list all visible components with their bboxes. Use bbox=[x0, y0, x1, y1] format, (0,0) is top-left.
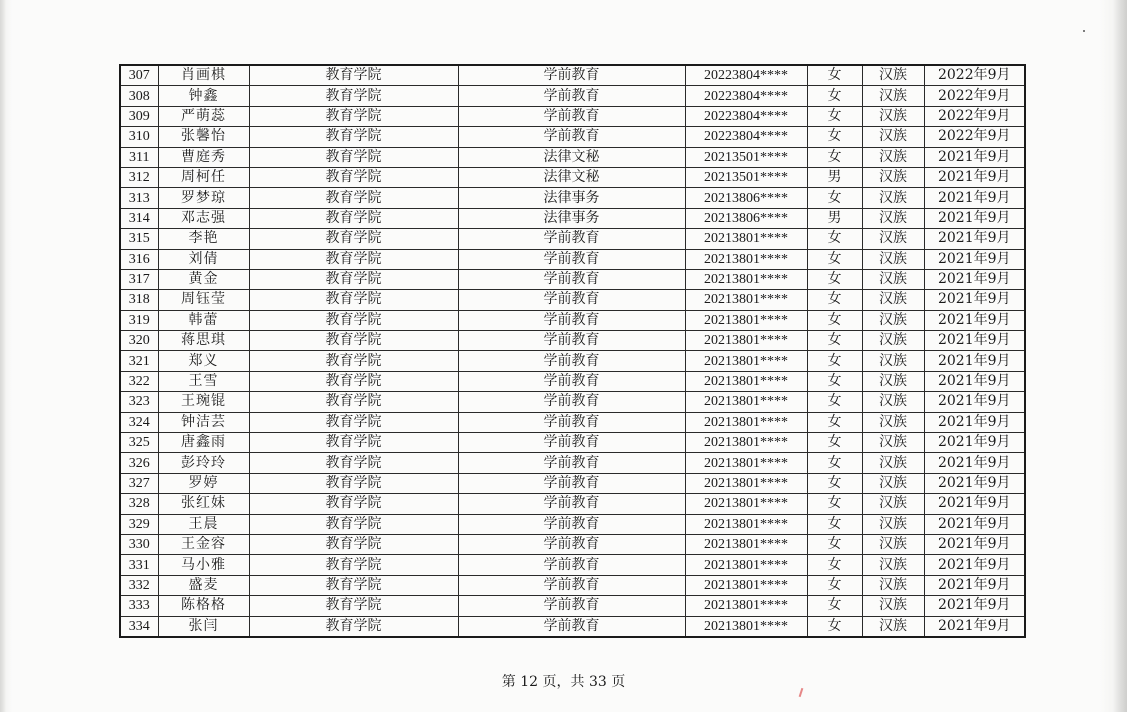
student-id-cell: 20213801**** bbox=[685, 453, 807, 473]
scan-edge-right bbox=[1113, 0, 1127, 712]
college-cell: 教育学院 bbox=[249, 575, 458, 595]
college-cell: 教育学院 bbox=[249, 249, 458, 269]
student-id-cell: 20213801**** bbox=[685, 249, 807, 269]
row-number-cell: 310 bbox=[120, 127, 158, 147]
student-id-cell: 20213501**** bbox=[685, 147, 807, 167]
row-number-cell: 329 bbox=[120, 514, 158, 534]
row-number-cell: 325 bbox=[120, 433, 158, 453]
major-cell: 学前教育 bbox=[458, 127, 685, 147]
row-number-cell: 333 bbox=[120, 596, 158, 616]
enrollment-date-cell: 2022年9月 bbox=[924, 106, 1025, 126]
gender-cell: 女 bbox=[807, 514, 862, 534]
college-cell: 教育学院 bbox=[249, 473, 458, 493]
ethnicity-cell: 汉族 bbox=[862, 249, 924, 269]
student-id-cell: 20213501**** bbox=[685, 167, 807, 187]
ethnicity-cell: 汉族 bbox=[862, 147, 924, 167]
major-cell: 法律文秘 bbox=[458, 167, 685, 187]
table-row bbox=[120, 453, 1025, 473]
table-row bbox=[120, 616, 1025, 637]
ethnicity-cell: 汉族 bbox=[862, 127, 924, 147]
student-name-cell: 陈格格 bbox=[158, 596, 249, 616]
student-name-cell: 张闫 bbox=[158, 616, 249, 637]
student-name-cell: 钟鑫 bbox=[158, 86, 249, 106]
row-number-cell: 327 bbox=[120, 473, 158, 493]
college-cell: 教育学院 bbox=[249, 269, 458, 289]
table-row bbox=[120, 65, 1025, 86]
college-cell: 教育学院 bbox=[249, 331, 458, 351]
ethnicity-cell: 汉族 bbox=[862, 229, 924, 249]
student-id-cell: 20213801**** bbox=[685, 494, 807, 514]
enrollment-date-cell: 2021年9月 bbox=[924, 249, 1025, 269]
gender-cell: 女 bbox=[807, 229, 862, 249]
enrollment-date-cell: 2021年9月 bbox=[924, 371, 1025, 391]
student-name-cell: 罗梦琼 bbox=[158, 188, 249, 208]
table-row bbox=[120, 371, 1025, 391]
college-cell: 教育学院 bbox=[249, 412, 458, 432]
row-number-cell: 313 bbox=[120, 188, 158, 208]
gender-cell: 女 bbox=[807, 392, 862, 412]
enrollment-date-cell: 2021年9月 bbox=[924, 616, 1025, 637]
gender-cell: 女 bbox=[807, 433, 862, 453]
college-cell: 教育学院 bbox=[249, 534, 458, 554]
roster-body bbox=[120, 65, 1025, 637]
student-id-cell: 20223804**** bbox=[685, 127, 807, 147]
major-cell: 学前教育 bbox=[458, 331, 685, 351]
student-name-cell: 邓志强 bbox=[158, 208, 249, 228]
enrollment-date-cell: 2021年9月 bbox=[924, 290, 1025, 310]
ethnicity-cell: 汉族 bbox=[862, 433, 924, 453]
ethnicity-cell: 汉族 bbox=[862, 269, 924, 289]
enrollment-date-cell: 2021年9月 bbox=[924, 514, 1025, 534]
ethnicity-cell: 汉族 bbox=[862, 290, 924, 310]
major-cell: 学前教育 bbox=[458, 575, 685, 595]
major-cell: 学前教育 bbox=[458, 494, 685, 514]
table-row bbox=[120, 331, 1025, 351]
gender-cell: 女 bbox=[807, 575, 862, 595]
scan-edge-left bbox=[0, 0, 6, 712]
ethnicity-cell: 汉族 bbox=[862, 392, 924, 412]
major-cell: 学前教育 bbox=[458, 514, 685, 534]
ethnicity-cell: 汉族 bbox=[862, 167, 924, 187]
gender-cell: 女 bbox=[807, 371, 862, 391]
college-cell: 教育学院 bbox=[249, 371, 458, 391]
row-number-cell: 314 bbox=[120, 208, 158, 228]
major-cell: 学前教育 bbox=[458, 269, 685, 289]
student-id-cell: 20213801**** bbox=[685, 575, 807, 595]
ethnicity-cell: 汉族 bbox=[862, 534, 924, 554]
student-id-cell: 20213801**** bbox=[685, 433, 807, 453]
gender-cell: 女 bbox=[807, 412, 862, 432]
ethnicity-cell: 汉族 bbox=[862, 310, 924, 330]
gender-cell: 女 bbox=[807, 65, 862, 86]
student-name-cell: 盛麦 bbox=[158, 575, 249, 595]
gender-cell: 男 bbox=[807, 167, 862, 187]
enrollment-date-cell: 2021年9月 bbox=[924, 208, 1025, 228]
ethnicity-cell: 汉族 bbox=[862, 86, 924, 106]
enrollment-date-cell: 2021年9月 bbox=[924, 575, 1025, 595]
table-row bbox=[120, 534, 1025, 554]
table-row bbox=[120, 167, 1025, 187]
ethnicity-cell: 汉族 bbox=[862, 208, 924, 228]
student-id-cell: 20223804**** bbox=[685, 65, 807, 86]
table-row bbox=[120, 514, 1025, 534]
ethnicity-cell: 汉族 bbox=[862, 555, 924, 575]
major-cell: 学前教育 bbox=[458, 351, 685, 371]
student-name-cell: 李艳 bbox=[158, 229, 249, 249]
row-number-cell: 311 bbox=[120, 147, 158, 167]
table-row bbox=[120, 575, 1025, 595]
college-cell: 教育学院 bbox=[249, 106, 458, 126]
gender-cell: 女 bbox=[807, 188, 862, 208]
gender-cell: 男 bbox=[807, 208, 862, 228]
table-row bbox=[120, 433, 1025, 453]
row-number-cell: 317 bbox=[120, 269, 158, 289]
student-name-cell: 周柯任 bbox=[158, 167, 249, 187]
table-row bbox=[120, 351, 1025, 371]
major-cell: 学前教育 bbox=[458, 249, 685, 269]
row-number-cell: 328 bbox=[120, 494, 158, 514]
table-row bbox=[120, 249, 1025, 269]
college-cell: 教育学院 bbox=[249, 453, 458, 473]
student-id-cell: 20213801**** bbox=[685, 514, 807, 534]
enrollment-date-cell: 2021年9月 bbox=[924, 555, 1025, 575]
enrollment-date-cell: 2022年9月 bbox=[924, 65, 1025, 86]
enrollment-date-cell: 2021年9月 bbox=[924, 229, 1025, 249]
table-row bbox=[120, 147, 1025, 167]
student-id-cell: 20213806**** bbox=[685, 208, 807, 228]
student-id-cell: 20213801**** bbox=[685, 534, 807, 554]
ethnicity-cell: 汉族 bbox=[862, 575, 924, 595]
college-cell: 教育学院 bbox=[249, 514, 458, 534]
gender-cell: 女 bbox=[807, 310, 862, 330]
gender-cell: 女 bbox=[807, 616, 862, 637]
student-roster-table bbox=[119, 64, 1026, 638]
table-row bbox=[120, 310, 1025, 330]
student-name-cell: 唐鑫雨 bbox=[158, 433, 249, 453]
student-id-cell: 20213801**** bbox=[685, 351, 807, 371]
enrollment-date-cell: 2021年9月 bbox=[924, 351, 1025, 371]
major-cell: 学前教育 bbox=[458, 433, 685, 453]
student-name-cell: 张红妹 bbox=[158, 494, 249, 514]
row-number-cell: 307 bbox=[120, 65, 158, 86]
major-cell: 学前教育 bbox=[458, 555, 685, 575]
student-name-cell: 王晨 bbox=[158, 514, 249, 534]
enrollment-date-cell: 2021年9月 bbox=[924, 392, 1025, 412]
college-cell: 教育学院 bbox=[249, 555, 458, 575]
college-cell: 教育学院 bbox=[249, 65, 458, 86]
student-id-cell: 20223804**** bbox=[685, 86, 807, 106]
college-cell: 教育学院 bbox=[249, 127, 458, 147]
major-cell: 学前教育 bbox=[458, 310, 685, 330]
table-row bbox=[120, 208, 1025, 228]
enrollment-date-cell: 2021年9月 bbox=[924, 412, 1025, 432]
student-id-cell: 20213801**** bbox=[685, 473, 807, 493]
student-id-cell: 20213801**** bbox=[685, 269, 807, 289]
student-id-cell: 20213801**** bbox=[685, 616, 807, 637]
table-row bbox=[120, 473, 1025, 493]
table-row bbox=[120, 188, 1025, 208]
gender-cell: 女 bbox=[807, 351, 862, 371]
gender-cell: 女 bbox=[807, 127, 862, 147]
row-number-cell: 321 bbox=[120, 351, 158, 371]
gender-cell: 女 bbox=[807, 596, 862, 616]
student-name-cell: 韩蕾 bbox=[158, 310, 249, 330]
student-name-cell: 周钰莹 bbox=[158, 290, 249, 310]
student-id-cell: 20213801**** bbox=[685, 412, 807, 432]
major-cell: 学前教育 bbox=[458, 290, 685, 310]
college-cell: 教育学院 bbox=[249, 147, 458, 167]
enrollment-date-cell: 2021年9月 bbox=[924, 494, 1025, 514]
table-row bbox=[120, 412, 1025, 432]
student-name-cell: 刘倩 bbox=[158, 249, 249, 269]
table-row bbox=[120, 269, 1025, 289]
student-id-cell: 20213801**** bbox=[685, 290, 807, 310]
student-id-cell: 20213801**** bbox=[685, 371, 807, 391]
major-cell: 学前教育 bbox=[458, 392, 685, 412]
gender-cell: 女 bbox=[807, 534, 862, 554]
ethnicity-cell: 汉族 bbox=[862, 473, 924, 493]
college-cell: 教育学院 bbox=[249, 616, 458, 637]
student-name-cell: 张馨怡 bbox=[158, 127, 249, 147]
college-cell: 教育学院 bbox=[249, 229, 458, 249]
student-name-cell: 钟洁芸 bbox=[158, 412, 249, 432]
row-number-cell: 324 bbox=[120, 412, 158, 432]
student-name-cell: 罗婷 bbox=[158, 473, 249, 493]
table-row bbox=[120, 127, 1025, 147]
row-number-cell: 316 bbox=[120, 249, 158, 269]
gender-cell: 女 bbox=[807, 249, 862, 269]
scan-speck bbox=[1083, 30, 1085, 32]
student-name-cell: 严萌蕊 bbox=[158, 106, 249, 126]
student-name-cell: 彭玲玲 bbox=[158, 453, 249, 473]
enrollment-date-cell: 2021年9月 bbox=[924, 473, 1025, 493]
enrollment-date-cell: 2022年9月 bbox=[924, 86, 1025, 106]
student-name-cell: 蒋思琪 bbox=[158, 331, 249, 351]
ethnicity-cell: 汉族 bbox=[862, 412, 924, 432]
ethnicity-cell: 汉族 bbox=[862, 514, 924, 534]
college-cell: 教育学院 bbox=[249, 433, 458, 453]
ethnicity-cell: 汉族 bbox=[862, 453, 924, 473]
row-number-cell: 334 bbox=[120, 616, 158, 637]
college-cell: 教育学院 bbox=[249, 86, 458, 106]
student-id-cell: 20213801**** bbox=[685, 596, 807, 616]
student-name-cell: 马小雅 bbox=[158, 555, 249, 575]
enrollment-date-cell: 2021年9月 bbox=[924, 596, 1025, 616]
row-number-cell: 332 bbox=[120, 575, 158, 595]
gender-cell: 女 bbox=[807, 106, 862, 126]
college-cell: 教育学院 bbox=[249, 208, 458, 228]
page-number: 第 12 页，共 33 页 bbox=[501, 674, 626, 690]
ethnicity-cell: 汉族 bbox=[862, 331, 924, 351]
row-number-cell: 323 bbox=[120, 392, 158, 412]
gender-cell: 女 bbox=[807, 86, 862, 106]
table-row bbox=[120, 494, 1025, 514]
student-name-cell: 王雪 bbox=[158, 371, 249, 391]
student-name-cell: 肖画棋 bbox=[158, 65, 249, 86]
college-cell: 教育学院 bbox=[249, 494, 458, 514]
row-number-cell: 312 bbox=[120, 167, 158, 187]
table-row bbox=[120, 596, 1025, 616]
student-name-cell: 王金容 bbox=[158, 534, 249, 554]
gender-cell: 女 bbox=[807, 290, 862, 310]
major-cell: 学前教育 bbox=[458, 473, 685, 493]
student-id-cell: 20213801**** bbox=[685, 392, 807, 412]
row-number-cell: 331 bbox=[120, 555, 158, 575]
enrollment-date-cell: 2021年9月 bbox=[924, 167, 1025, 187]
table-row bbox=[120, 229, 1025, 249]
major-cell: 学前教育 bbox=[458, 453, 685, 473]
major-cell: 学前教育 bbox=[458, 616, 685, 637]
table-row bbox=[120, 106, 1025, 126]
row-number-cell: 322 bbox=[120, 371, 158, 391]
major-cell: 学前教育 bbox=[458, 534, 685, 554]
row-number-cell: 318 bbox=[120, 290, 158, 310]
college-cell: 教育学院 bbox=[249, 290, 458, 310]
enrollment-date-cell: 2021年9月 bbox=[924, 453, 1025, 473]
ethnicity-cell: 汉族 bbox=[862, 596, 924, 616]
major-cell: 学前教育 bbox=[458, 412, 685, 432]
major-cell: 学前教育 bbox=[458, 65, 685, 86]
row-number-cell: 326 bbox=[120, 453, 158, 473]
row-number-cell: 320 bbox=[120, 331, 158, 351]
gender-cell: 女 bbox=[807, 473, 862, 493]
student-name-cell: 王琬锟 bbox=[158, 392, 249, 412]
student-id-cell: 20213801**** bbox=[685, 555, 807, 575]
college-cell: 教育学院 bbox=[249, 392, 458, 412]
ethnicity-cell: 汉族 bbox=[862, 371, 924, 391]
ethnicity-cell: 汉族 bbox=[862, 188, 924, 208]
ethnicity-cell: 汉族 bbox=[862, 351, 924, 371]
student-name-cell: 郑义 bbox=[158, 351, 249, 371]
student-id-cell: 20213801**** bbox=[685, 331, 807, 351]
major-cell: 法律文秘 bbox=[458, 147, 685, 167]
row-number-cell: 309 bbox=[120, 106, 158, 126]
enrollment-date-cell: 2021年9月 bbox=[924, 269, 1025, 289]
college-cell: 教育学院 bbox=[249, 310, 458, 330]
college-cell: 教育学院 bbox=[249, 188, 458, 208]
enrollment-date-cell: 2022年9月 bbox=[924, 127, 1025, 147]
row-number-cell: 319 bbox=[120, 310, 158, 330]
student-name-cell: 黄金 bbox=[158, 269, 249, 289]
enrollment-date-cell: 2021年9月 bbox=[924, 147, 1025, 167]
student-id-cell: 20213806**** bbox=[685, 188, 807, 208]
major-cell: 学前教育 bbox=[458, 371, 685, 391]
row-number-cell: 315 bbox=[120, 229, 158, 249]
college-cell: 教育学院 bbox=[249, 596, 458, 616]
major-cell: 学前教育 bbox=[458, 596, 685, 616]
table-row bbox=[120, 86, 1025, 106]
gender-cell: 女 bbox=[807, 331, 862, 351]
major-cell: 学前教育 bbox=[458, 86, 685, 106]
gender-cell: 女 bbox=[807, 269, 862, 289]
gender-cell: 女 bbox=[807, 453, 862, 473]
ethnicity-cell: 汉族 bbox=[862, 616, 924, 637]
row-number-cell: 308 bbox=[120, 86, 158, 106]
college-cell: 教育学院 bbox=[249, 167, 458, 187]
table-row bbox=[120, 392, 1025, 412]
row-number-cell: 330 bbox=[120, 534, 158, 554]
gender-cell: 女 bbox=[807, 555, 862, 575]
college-cell: 教育学院 bbox=[249, 351, 458, 371]
student-id-cell: 20213801**** bbox=[685, 310, 807, 330]
table-row bbox=[120, 290, 1025, 310]
enrollment-date-cell: 2021年9月 bbox=[924, 433, 1025, 453]
enrollment-date-cell: 2021年9月 bbox=[924, 331, 1025, 351]
ethnicity-cell: 汉族 bbox=[862, 106, 924, 126]
major-cell: 学前教育 bbox=[458, 229, 685, 249]
ethnicity-cell: 汉族 bbox=[862, 494, 924, 514]
gender-cell: 女 bbox=[807, 494, 862, 514]
student-name-cell: 曹庭秀 bbox=[158, 147, 249, 167]
ethnicity-cell: 汉族 bbox=[862, 65, 924, 86]
student-id-cell: 20223804**** bbox=[685, 106, 807, 126]
enrollment-date-cell: 2021年9月 bbox=[924, 310, 1025, 330]
enrollment-date-cell: 2021年9月 bbox=[924, 534, 1025, 554]
student-id-cell: 20213801**** bbox=[685, 229, 807, 249]
gender-cell: 女 bbox=[807, 147, 862, 167]
major-cell: 法律事务 bbox=[458, 188, 685, 208]
enrollment-date-cell: 2021年9月 bbox=[924, 188, 1025, 208]
major-cell: 法律事务 bbox=[458, 208, 685, 228]
major-cell: 学前教育 bbox=[458, 106, 685, 126]
table-row bbox=[120, 555, 1025, 575]
